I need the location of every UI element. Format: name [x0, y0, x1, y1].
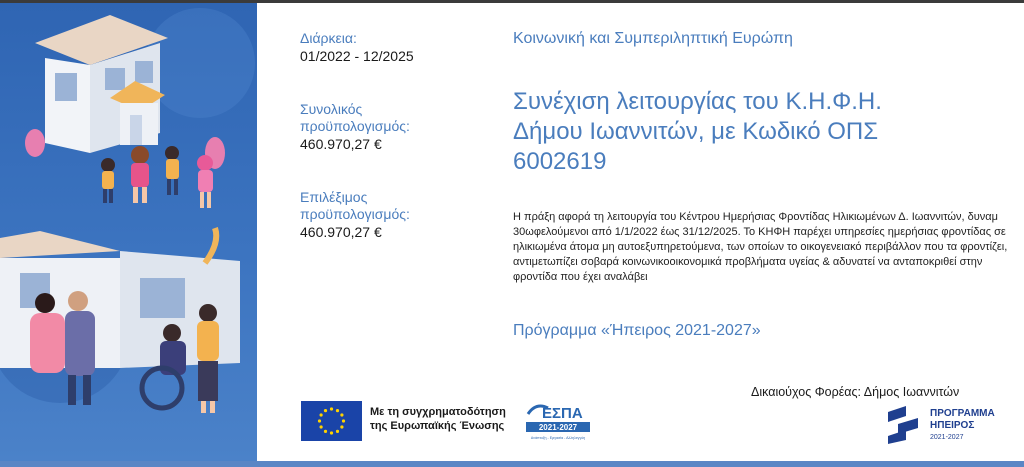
- title-line-3: 6002619: [513, 148, 607, 175]
- page-title: [513, 87, 983, 177]
- program-logo-line-1: ΠΡΟΓΡΑΜΜΑ: [930, 408, 995, 419]
- espa-logo: [522, 400, 594, 442]
- total-budget-label-2: προϋπολογισμός:: [300, 118, 410, 134]
- title-line-1: Συνέχιση λειτουργίας του Κ.Η.Φ.Η.: [513, 88, 882, 115]
- program-ipeiros-logo: [884, 402, 1014, 444]
- eligible-budget-value: 460.970,27 €: [300, 224, 382, 240]
- total-budget-value: 460.970,27 €: [300, 136, 382, 152]
- description: Η πράξη αφορά τη λειτουργία του Κέντρου Ημερήσιας Φροντίδας Ηλικιωμένων Δ. Ιωαννιτών, δυναμ 30ωφελούμενοι από 1/1/2022 έως 31/12/2025. Το ΚΗΦΗ παρέχει υπηρεσίες ημερήσιας φροντίδας σε ηλικιωμένα άτομα μη αυτοεξυπηρετούμενα, των οποίων το οικογενειακό περιβάλλον που τα φροντίζει, αντιμετωπίζει σοβαρά κοινωνικοοικονομικά προβλήματα υγείας & αδυνατεί να ανταποκριθεί στην φροντίδα που έχει αναλάβει: [513, 211, 1008, 283]
- category: Κοινωνική και Συμπεριληπτική Ευρώπη: [513, 30, 793, 47]
- eu-cofunding-text: [370, 405, 520, 433]
- espa-logo-name: ΕΣΠΑ: [542, 405, 583, 422]
- project-info: [300, 30, 490, 241]
- eligible-budget-label: Επιλέξιμος: [300, 189, 368, 205]
- illustration-houses-people: [0, 3, 257, 461]
- program-logo-years: 2021-2027: [930, 434, 964, 441]
- eu-flag-icon: [301, 401, 362, 441]
- total-budget-label: Συνολικός: [300, 101, 363, 117]
- title-line-2: Δήμου Ιωαννιτών, με Κωδικό ΟΠΣ: [513, 118, 879, 145]
- espa-logo-years: 2021-2027: [538, 423, 578, 432]
- bottom-border: [0, 461, 1024, 467]
- espa-logo-tagline: Ανάπτυξη - Εργασία - Αλληλεγγύη: [530, 436, 586, 440]
- beneficiary: Δικαιούχος Φορέας: Δήμος Ιωαννιτών: [751, 385, 960, 399]
- eu-cofunding-line-2: της Ευρωπαϊκής Ένωσης: [370, 420, 505, 432]
- program-name: Πρόγραμμα «Ήπειρος 2021-2027»: [513, 322, 761, 339]
- program-logo-line-2: ΗΠΕΙΡΟΣ: [930, 420, 975, 431]
- eligible-budget-label-2: προϋπολογισμός:: [300, 206, 410, 222]
- duration-label: Διάρκεια:: [300, 30, 357, 46]
- illustration: [0, 3, 257, 461]
- duration-value: 01/2022 - 12/2025: [300, 48, 414, 64]
- eu-cofunding-line-1: Με τη συγχρηματοδότηση: [370, 406, 506, 418]
